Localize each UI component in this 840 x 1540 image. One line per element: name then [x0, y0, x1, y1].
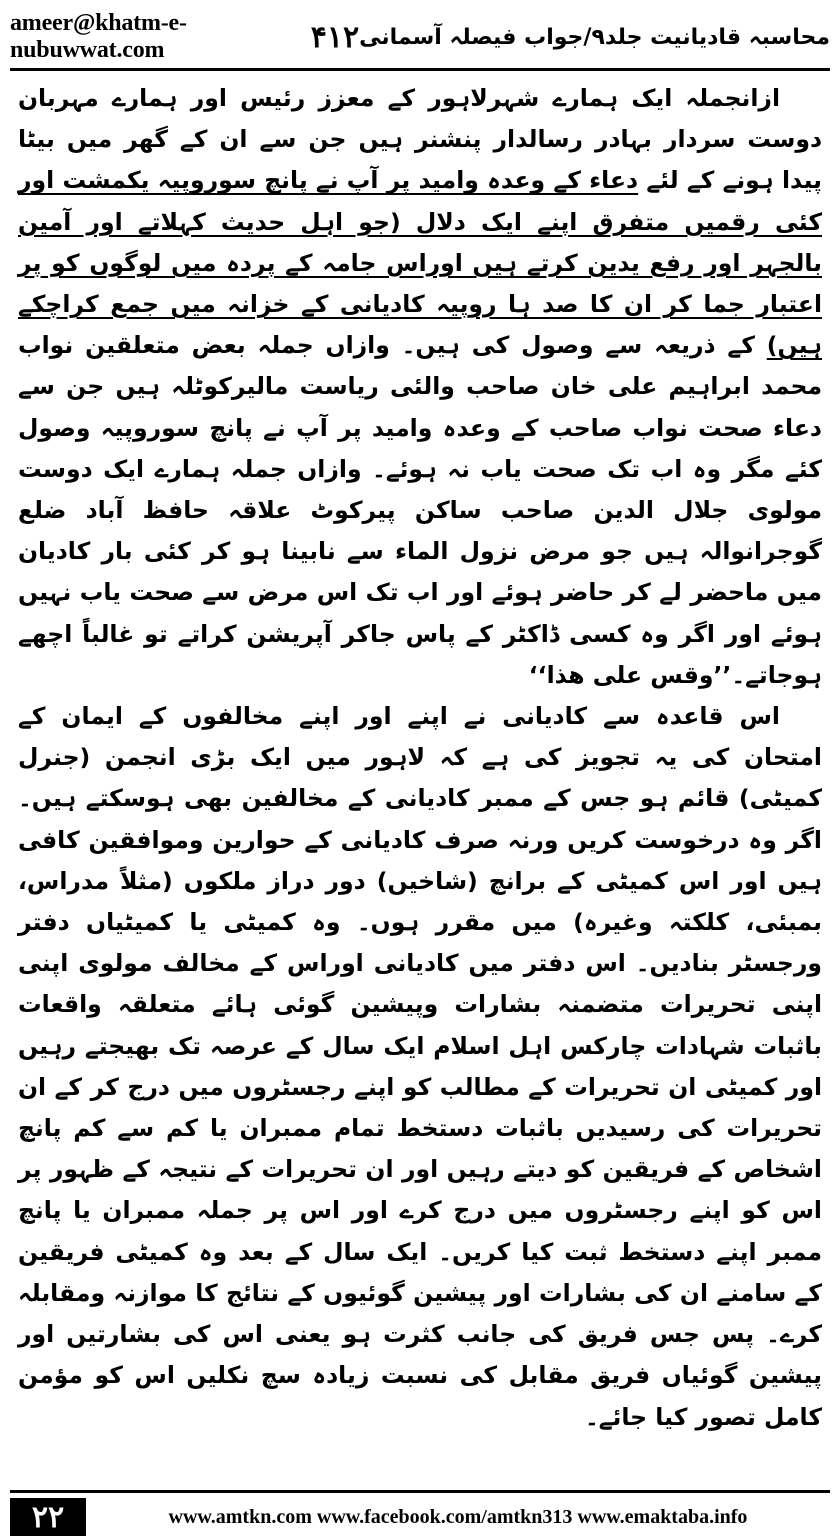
paragraph-1-text-a: ازانجملہ ایک ہمارے شہرلاہور کے معزز رئیس اور ہمارے مہربان دوست سردار بہادر رسالدار پنشنر ہیں جن سے ان کے گھر میں بیٹا پیدا ہونے کے لئے [18, 84, 823, 195]
page-header [10, 6, 830, 71]
body-text [18, 78, 822, 1438]
paragraph-1 [18, 78, 822, 696]
paragraph-1-underlined-text: دعاء کے وعدہ وامید پر آپ نے پانچ سوروپیہ یکمشت اور کئی رقمیں متفرق اپنے ایک دلال (جو اہل حدیث کہلاتے اور آمین بالجہر اور رفع یدین کرتے ہیں اوراس جامہ کے پردہ میں لوگوں کو پر اعتبار جما کر ان کا صد ہا روپیہ کادیانی کے خزانہ میں جمع کراچکے ہیں) [18, 166, 822, 360]
paragraph-1-text-b: کے ذریعہ سے وصول کی ہیں۔ وازاں جملہ بعض متعلقین نواب محمد ابراہیم علی خان صاحب والئی ریاست مالیرکوٹلہ ہیں جن سے دعاء صحت نواب صاحب کے وعدہ وامید پر آپ نے پانچ سوروپیہ وصول کئے مگر وہ اب تک صحت یاب نہ ہوئے۔ وازاں جملہ ہمارے ایک دوست مولوی جلال الدین صاحب ساکن پیرکوٹ علاقہ حافظ آباد ضلع گوجرانوالہ ہیں جو مرض نزول الماء سے نابینا ہو کر کئی بار کادیان میں ماحضر لے کر حاضر ہوئے اور اب تک اس مرض سے صحت یاب نہیں ہوئے اور اگر وہ کسی ڈاکٹر کے پاس جاکر آپریشن کراتے تو غالباً اچھے ہوجاتے۔’’وقس علی ھذا‘‘ [18, 331, 822, 689]
paragraph-2-text: اس قاعدہ سے کادیانی نے اپنے اور اپنے مخالفوں کے ایمان کے امتحان کی یہ تجویز کی ہے کہ لاہور میں ایک بڑی انجمن (جنرل کمیٹی) قائم ہو جس کے ممبر کادیانی کے مخالفین بھی ہوسکتے ہیں۔ اگر وہ درخوست کریں ورنہ صرف کادیانی کے حوارین وموافقین کافی ہیں اور اس کمیٹی کے برانچ (شاخیں) دور دراز ملکوں (مثلاً مدراس، بمبئی، کلکتہ وغیرہ) میں مقرر ہوں۔ وہ کمیٹی یا کمیٹیاں دفتر ورجسٹر بنادیں۔ اس دفتر میں کادیانی اوراس کے مخالف مولوی اپنی اپنی تحریرات متضمنہ بشارات وپیشین گوئی ہائے متعلقہ واقعات باثبات شہادات چارکس اہل اسلام ایک سال کے عرصہ تک بھیجتے رہیں اور کمیٹی ان تحریرات کے مطالب کو اپنے رجسٹروں میں درج کر کے ان تحریرات کی رسیدیں باثبات دستخط تمام ممبران یا کم سے کم پانچ اشخاص کے فریقین کو دیتے رہیں اور ان تحریرات کے نتیجہ کے ظہور پر اس کو اپنے رجسٹروں میں درج کرے اور اس پر جملہ ممبران یا پانچ ممبر اپنے دستخط ثبت کیا کریں۔ ایک سال کے بعد وہ کمیٹی فریقین کے سامنے ان کی بشارات اور پیشین گوئیوں کے نتائج کا موازنہ ومقابلہ کرے۔ پس جس فریق کی جانب کثرت ہو یعنی اس کی بشارتیں اور پیشین گوئیاں فریق مقابل کی نسبت زیادہ سچ نکلیں اس کو مؤمن کامل تصور کیا جائے۔ [18, 702, 822, 1431]
paragraph-2 [18, 696, 822, 1438]
footer-links: www.amtkn.com www.facebook.com/amtkn313 www.emaktaba.info [168, 1505, 748, 1528]
footer-page-number: ۲۲ [10, 1498, 86, 1536]
header-email: ameer@khatm-e-nubuwwat.com [10, 10, 187, 63]
header-book-title: محاسبہ قادیانیت جلد۹/جواب فیصلہ آسمانی [359, 24, 830, 50]
page-footer [10, 1490, 830, 1537]
header-page-number: ۴۱۲ [310, 19, 360, 55]
